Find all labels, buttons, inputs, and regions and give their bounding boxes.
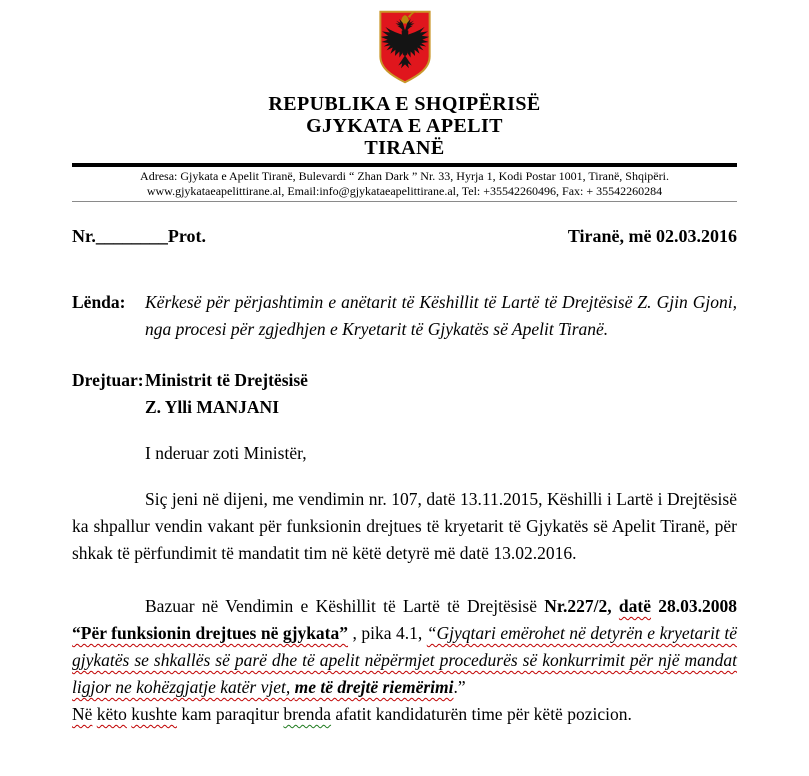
subject-row: [72, 289, 737, 343]
closing-line: [72, 701, 737, 728]
closing-mid: kam paraqitur: [181, 704, 280, 724]
legal-quote: “Gjyqtari emërohet në detyrën e kryetarit të gjykatës se shkallës së parë dhe të apelit nëpërmjet procedurës së konkurrimit për një mandat ligjor ne kohëzgjatje katër vjet,: [72, 623, 737, 697]
recipient-name: Z. Ylli MANJANI: [145, 397, 280, 417]
subject-text: Kërkesë për përjashtimin e anëtarit të Këshillit të Lartë të Drejtësisë Z. Gjin Gjoni, nga procesi për zgjedhjen e Kryetarit të Gjykatës së Apelit Tiranë.: [145, 292, 737, 339]
header-institution: GJYKATA E APELIT: [306, 115, 503, 137]
addressee-label: Drejtuar:: [72, 370, 144, 390]
paragraph-2: [72, 593, 737, 701]
place-date: Tiranë, më 02.03.2016: [567, 226, 737, 246]
closing-word-2: këto: [96, 704, 127, 724]
quote-close: .”: [453, 677, 466, 697]
paragraph-1: Siç jeni në dijeni, me vendimin nr. 107, datë 13.11.2015, Këshilli i Lartë i Drejtësisë ka shpallur vendin vakant për funksionin drejtues të kryetarit të Gjykatës së Apelit Tiranë, për shkak të përfundimit të mandatit tim në këtë detyrë më datë 13.02.2016.: [72, 489, 737, 563]
legal-quote-emphasis: me të drejtë riemërimi: [294, 677, 454, 697]
decision-number: Nr.227/2,: [544, 596, 619, 616]
paragraph-2-mid: , pika 4.1,: [348, 623, 427, 643]
address-rule: [72, 201, 737, 202]
recipient-title: Ministrit të Drejtësisë: [145, 370, 308, 390]
addressee-row: [72, 367, 737, 421]
header-city: TIRANË: [364, 137, 445, 159]
meta-row: [72, 226, 737, 247]
salutation: I nderuar zoti Ministër,: [145, 443, 307, 463]
header-country: REPUBLIKA E SHQIPËRISË: [268, 93, 541, 115]
closing-word-3: kushte: [131, 704, 177, 724]
subject-label: Lënda:: [72, 292, 126, 312]
address-block: [72, 167, 737, 201]
paragraph-2-text: Bazuar në Vendimin e Këshillit të Lartë të Drejtësisë: [145, 596, 545, 616]
albania-emblem-icon: [377, 8, 433, 91]
decision-title-quote: “Për funksionin drejtues në gjykata”: [72, 623, 349, 643]
address-line-1: Adresa: Gjykata e Apelit Tiranë, Bulevardi “ Zhan Dark ” Nr. 33, Hyrja 1, Kodi Postar 1001, Tiranë, Shqipëri.: [140, 169, 669, 183]
closing-word-4: brenda: [283, 704, 332, 724]
decision-date: 28.03.2008: [651, 596, 737, 616]
closing-word-1: Në: [72, 704, 93, 724]
protocol-number: Nr.________Prot.: [72, 226, 206, 246]
letterhead: [72, 93, 737, 159]
address-line-2: www.gjykataeapelittirane.al, Email:info@gjykataeapelittirane.al, Tel: +35542260496, Fax: + 35542260284: [146, 184, 663, 198]
closing-rest: afatit kandidaturën time për këtë pozicion.: [335, 704, 632, 724]
decision-date-word: datë: [618, 596, 651, 616]
